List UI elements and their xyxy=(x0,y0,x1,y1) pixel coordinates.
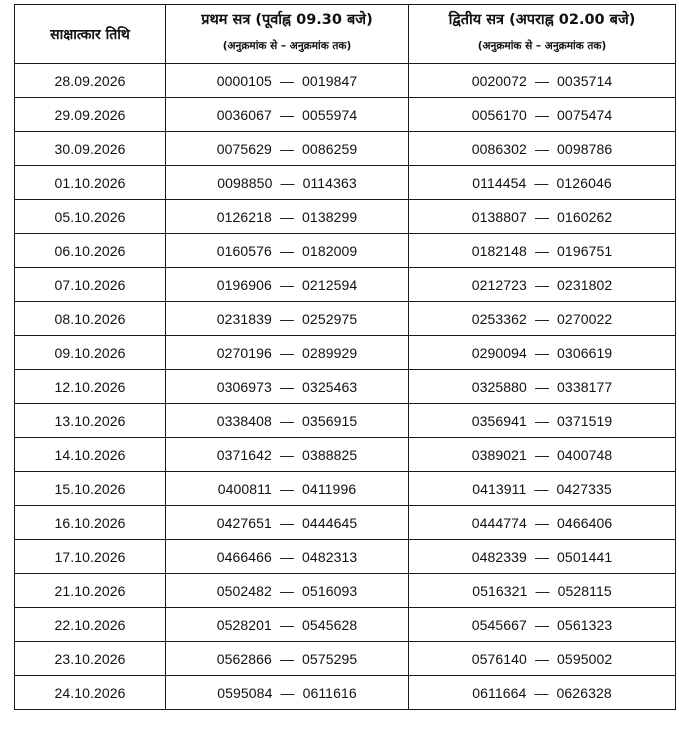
roll-from: 0413911 xyxy=(472,480,527,497)
roll-from: 0516321 xyxy=(472,582,528,599)
roll-to: 0482313 xyxy=(302,548,358,565)
range-separator: — xyxy=(279,242,295,259)
roll-from: 0231839 xyxy=(216,310,272,327)
roll-to: 0098786 xyxy=(557,140,613,157)
interview-date-cell: 29.09.2026 xyxy=(15,98,166,132)
session1-range-cell xyxy=(166,268,409,302)
roll-from: 0595084 xyxy=(217,684,273,701)
interview-date-cell: 01.10.2026 xyxy=(15,166,166,200)
range-separator: — xyxy=(534,514,550,531)
table-row xyxy=(15,234,676,268)
roll-from: 0114454 xyxy=(472,174,527,191)
roll-from: 0325880 xyxy=(471,378,527,395)
roll-to: 0400748 xyxy=(557,446,613,463)
session2-range-cell xyxy=(409,98,676,132)
range-separator: — xyxy=(279,446,295,463)
range-separator: — xyxy=(534,446,550,463)
interview-date-cell: 17.10.2026 xyxy=(15,540,166,574)
roll-from: 0086302 xyxy=(471,140,527,157)
roll-to: 0196751 xyxy=(557,242,613,259)
roll-to: 0466406 xyxy=(557,514,613,531)
roll-from: 0306973 xyxy=(216,378,272,395)
roll-from: 0020072 xyxy=(471,72,527,89)
interview-date-cell: 22.10.2026 xyxy=(15,608,166,642)
range-separator: — xyxy=(534,616,550,633)
range-separator: — xyxy=(534,174,549,191)
session1-range-cell xyxy=(166,64,409,98)
interview-date-cell: 07.10.2026 xyxy=(15,268,166,302)
range-separator: — xyxy=(534,480,549,497)
session2-range-cell xyxy=(409,64,676,98)
session2-range-cell xyxy=(409,506,676,540)
session2-range-cell xyxy=(409,302,676,336)
session2-range-cell xyxy=(409,370,676,404)
table-row xyxy=(15,200,676,234)
roll-from: 0611664 xyxy=(472,684,527,701)
roll-from: 0253362 xyxy=(471,310,527,327)
session1-range-cell xyxy=(166,608,409,642)
session2-range-cell xyxy=(409,132,676,166)
session2-range-cell xyxy=(409,472,676,506)
roll-to: 0444645 xyxy=(302,514,358,531)
header-session1-title: प्रथम सत्र (पूर्वाह्न 09.30 बजे) xyxy=(201,12,373,28)
session2-range-cell xyxy=(409,336,676,370)
roll-from: 0389021 xyxy=(471,446,527,463)
table-row xyxy=(15,506,676,540)
interview-date-cell: 15.10.2026 xyxy=(15,472,166,506)
roll-to: 0371519 xyxy=(557,412,613,429)
roll-from: 0427651 xyxy=(216,514,272,531)
roll-to: 0516093 xyxy=(302,582,358,599)
range-separator: — xyxy=(534,548,550,565)
table-row xyxy=(15,438,676,472)
roll-to: 0019847 xyxy=(302,72,358,89)
range-separator: — xyxy=(280,684,295,701)
session2-range-cell xyxy=(409,574,676,608)
session1-range-cell xyxy=(166,472,409,506)
interview-date-cell: 05.10.2026 xyxy=(15,200,166,234)
session2-range-cell xyxy=(409,540,676,574)
header-row xyxy=(15,5,676,64)
interview-schedule xyxy=(14,4,675,710)
session2-range-cell xyxy=(409,268,676,302)
roll-to: 0138299 xyxy=(302,208,358,225)
table-row xyxy=(15,574,676,608)
roll-from: 0576140 xyxy=(471,650,527,667)
session2-range-cell xyxy=(409,200,676,234)
session2-range-cell xyxy=(409,642,676,676)
roll-to: 0611616 xyxy=(302,684,357,701)
interview-date-cell: 14.10.2026 xyxy=(15,438,166,472)
session2-range-cell xyxy=(409,404,676,438)
table-row xyxy=(15,404,676,438)
schedule-table xyxy=(14,4,676,710)
interview-date-cell: 23.10.2026 xyxy=(15,642,166,676)
roll-from: 0482339 xyxy=(471,548,527,565)
range-separator: — xyxy=(279,514,295,531)
roll-to: 0055974 xyxy=(302,106,358,123)
table-row xyxy=(15,166,676,200)
roll-to: 0231802 xyxy=(557,276,613,293)
interview-date-cell: 30.09.2026 xyxy=(15,132,166,166)
table-row xyxy=(15,268,676,302)
roll-from: 0545667 xyxy=(471,616,527,633)
session1-range-cell xyxy=(166,438,409,472)
table-row xyxy=(15,132,676,166)
interview-date-cell: 12.10.2026 xyxy=(15,370,166,404)
range-separator: — xyxy=(279,378,295,395)
table-row xyxy=(15,608,676,642)
session1-range-cell xyxy=(166,540,409,574)
table-row xyxy=(15,540,676,574)
interview-date-cell: 28.09.2026 xyxy=(15,64,166,98)
interview-date-cell: 06.10.2026 xyxy=(15,234,166,268)
table-row xyxy=(15,642,676,676)
roll-to: 0575295 xyxy=(302,650,358,667)
header-session1 xyxy=(166,5,409,64)
session1-range-cell xyxy=(166,302,409,336)
table-row xyxy=(15,302,676,336)
roll-from: 0056170 xyxy=(471,106,527,123)
roll-to: 0338177 xyxy=(557,378,613,395)
range-separator: — xyxy=(279,582,295,599)
interview-date-cell: 24.10.2026 xyxy=(15,676,166,710)
roll-from: 0528201 xyxy=(216,616,272,633)
session2-range-cell xyxy=(409,234,676,268)
table-row xyxy=(15,472,676,506)
roll-from: 0444774 xyxy=(471,514,527,531)
session1-range-cell xyxy=(166,200,409,234)
roll-to: 0325463 xyxy=(302,378,358,395)
roll-to: 0212594 xyxy=(302,276,358,293)
roll-from: 0212723 xyxy=(471,276,527,293)
session1-range-cell xyxy=(166,506,409,540)
range-separator: — xyxy=(279,344,295,361)
session1-range-cell xyxy=(166,676,409,710)
session2-range-cell xyxy=(409,166,676,200)
roll-to: 0182009 xyxy=(302,242,358,259)
header-session1-subtitle: (अनुक्रमांक से – अनुक्रमांक तक) xyxy=(222,40,352,52)
roll-to: 0306619 xyxy=(557,344,613,361)
table-row xyxy=(15,676,676,710)
session2-range-cell xyxy=(409,438,676,472)
roll-to: 0626328 xyxy=(556,684,612,701)
range-separator: — xyxy=(279,72,295,89)
roll-from: 0182148 xyxy=(471,242,527,259)
session2-range-cell xyxy=(409,608,676,642)
range-separator: — xyxy=(279,480,295,497)
range-separator: — xyxy=(279,548,295,565)
roll-to: 0561323 xyxy=(557,616,613,633)
range-separator: — xyxy=(534,378,550,395)
table-row xyxy=(15,336,676,370)
roll-from: 0400811 xyxy=(217,480,272,497)
table-body xyxy=(15,64,676,710)
roll-from: 0356941 xyxy=(471,412,527,429)
header-session2-subtitle: (अनुक्रमांक से – अनुक्रमांक तक) xyxy=(477,40,607,52)
range-separator: — xyxy=(279,650,295,667)
range-separator: — xyxy=(534,684,549,701)
header-session2 xyxy=(409,5,676,64)
roll-to: 0126046 xyxy=(556,174,612,191)
interview-date-cell: 13.10.2026 xyxy=(15,404,166,438)
roll-to: 0035714 xyxy=(557,72,613,89)
roll-from: 0160576 xyxy=(216,242,272,259)
table-header xyxy=(15,5,676,64)
session1-range-cell xyxy=(166,234,409,268)
range-separator: — xyxy=(534,72,550,89)
roll-from: 0036067 xyxy=(216,106,272,123)
roll-from: 0270196 xyxy=(216,344,272,361)
roll-to: 0289929 xyxy=(302,344,358,361)
roll-to: 0427335 xyxy=(556,480,612,497)
roll-from: 0338408 xyxy=(216,412,272,429)
roll-to: 0528115 xyxy=(557,582,612,599)
roll-from: 0196906 xyxy=(216,276,272,293)
roll-to: 0411996 xyxy=(302,480,357,497)
table-row xyxy=(15,64,676,98)
header-date-label: साक्षात्कार तिथि xyxy=(50,26,130,43)
roll-from: 0126218 xyxy=(216,208,272,225)
session1-range-cell xyxy=(166,642,409,676)
roll-from: 0098850 xyxy=(217,174,273,191)
roll-to: 0545628 xyxy=(302,616,358,633)
header-date xyxy=(15,5,166,64)
range-separator: — xyxy=(534,310,550,327)
interview-date-cell: 08.10.2026 xyxy=(15,302,166,336)
roll-to: 0160262 xyxy=(557,208,613,225)
interview-date-cell: 21.10.2026 xyxy=(15,574,166,608)
range-separator: — xyxy=(279,616,295,633)
table-row xyxy=(15,98,676,132)
roll-to: 0114363 xyxy=(302,174,357,191)
session1-range-cell xyxy=(166,370,409,404)
session1-range-cell xyxy=(166,404,409,438)
roll-to: 0086259 xyxy=(302,140,358,157)
interview-date-cell: 09.10.2026 xyxy=(15,336,166,370)
header-session2-title: द्वितीय सत्र (अपराह्न 02.00 बजे) xyxy=(448,12,636,28)
range-separator: — xyxy=(534,276,550,293)
roll-to: 0270022 xyxy=(557,310,613,327)
range-separator: — xyxy=(279,276,295,293)
roll-from: 0075629 xyxy=(216,140,272,157)
roll-to: 0356915 xyxy=(302,412,358,429)
range-separator: — xyxy=(279,310,295,327)
roll-from: 0000105 xyxy=(216,72,272,89)
range-separator: — xyxy=(279,412,295,429)
range-separator: — xyxy=(534,344,550,361)
range-separator: — xyxy=(534,140,550,157)
range-separator: — xyxy=(279,140,295,157)
session1-range-cell xyxy=(166,336,409,370)
roll-to: 0501441 xyxy=(557,548,613,565)
roll-to: 0388825 xyxy=(302,446,358,463)
roll-to: 0075474 xyxy=(557,106,613,123)
range-separator: — xyxy=(534,412,550,429)
table-row xyxy=(15,370,676,404)
range-separator: — xyxy=(534,650,550,667)
roll-from: 0562866 xyxy=(216,650,272,667)
session1-range-cell xyxy=(166,574,409,608)
roll-from: 0290094 xyxy=(471,344,527,361)
interview-date-cell: 16.10.2026 xyxy=(15,506,166,540)
roll-from: 0371642 xyxy=(216,446,272,463)
roll-from: 0466466 xyxy=(216,548,272,565)
roll-from: 0138807 xyxy=(471,208,527,225)
session2-range-cell xyxy=(409,676,676,710)
range-separator: — xyxy=(280,174,295,191)
session1-range-cell xyxy=(166,98,409,132)
range-separator: — xyxy=(535,582,550,599)
range-separator: — xyxy=(279,106,295,123)
roll-to: 0252975 xyxy=(302,310,358,327)
session1-range-cell xyxy=(166,166,409,200)
session1-range-cell xyxy=(166,132,409,166)
range-separator: — xyxy=(534,106,550,123)
roll-from: 0502482 xyxy=(216,582,272,599)
range-separator: — xyxy=(534,242,550,259)
roll-to: 0595002 xyxy=(557,650,613,667)
range-separator: — xyxy=(279,208,295,225)
range-separator: — xyxy=(534,208,550,225)
